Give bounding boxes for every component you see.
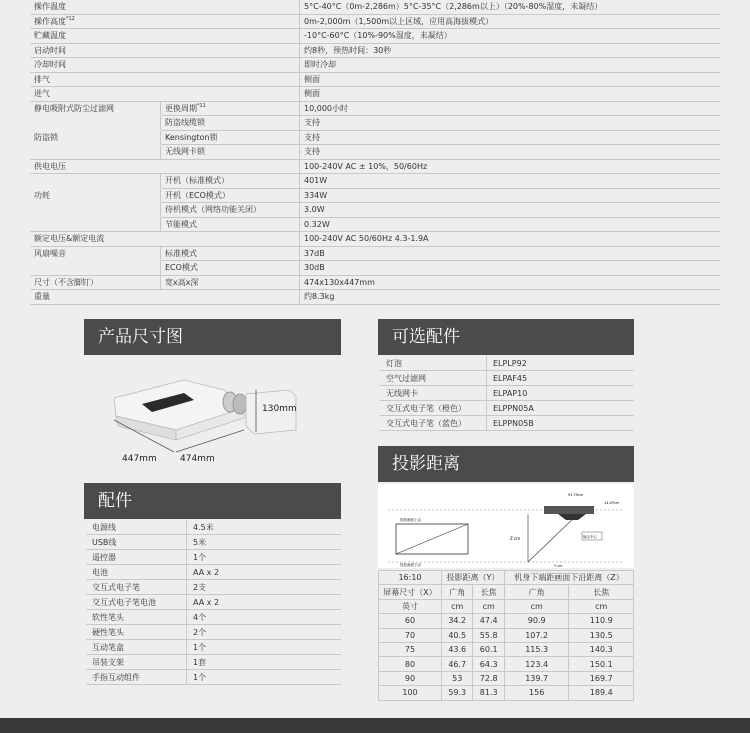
optional-model: ELPPN05A [487,401,635,416]
distance-header-row [379,585,634,599]
header-cell: 英寸 [379,599,442,613]
spec-row [30,0,720,14]
header-cell: 屏幕尺寸（X） [379,585,442,599]
spec-label: 冷却时间 [30,58,300,73]
spec-row [30,290,720,305]
distance-cell: 110.9 [569,614,634,628]
optional-table [380,356,634,431]
spec-row [30,101,720,116]
spec-value: -10°C-60°C（10%-90%湿度，未凝结） [300,29,721,44]
distance-cell: 100 [379,686,442,700]
distance-cell: 90.9 [504,614,569,628]
spec-row [30,145,720,160]
distance-cell: 72.8 [473,671,504,685]
spec-sublabel: 标准模式 [161,246,300,261]
accessory-name: 互动笔盒 [86,640,187,655]
spec-value: 即时冷却 [300,58,721,73]
accessories-panel-title: 配件 [84,483,341,519]
distance-cell: 140.3 [569,642,634,656]
spec-value: 5°C-40°C（0m-2,286m）5°C-35°C（2,286m以上）（20%-80%湿度，未凝结） [300,0,721,14]
distance-cell: 156 [504,686,569,700]
diagram-bottom-label: 投影画面下沿 [400,563,421,567]
distance-cell: 90 [379,671,442,685]
spec-label: 贮藏温度 [30,29,300,44]
spec-value: 0.32W [300,217,721,232]
spec-row [30,43,720,58]
accessory-row [86,520,341,535]
distance-cell: 70 [379,628,442,642]
accessory-qty: 5米 [187,535,342,550]
dim-height: 130mm [262,404,297,414]
distance-cell: 59.3 [442,686,473,700]
spec-value: 30dB [300,261,721,276]
spec-value: 3.0W [300,203,721,218]
spec-sublabel: 节能模式 [161,217,300,232]
spec-label: 防盗锁 [34,132,58,142]
diagram-top-label: 投影画面上沿 [400,518,421,522]
distance-row [379,657,634,671]
distance-row [379,614,634,628]
optional-row [380,416,634,431]
diagram-h-label: 14.07cm [604,501,620,505]
accessory-row [86,610,341,625]
spec-value: 支持 [300,145,721,160]
spec-value: 37dB [300,246,721,261]
spec-value: 支持 [300,130,721,145]
spec-value: 10,000小时 [300,101,721,116]
distance-cell: 60 [379,614,442,628]
spec-row [30,261,720,276]
spec-label [30,116,161,131]
spec-label: 额定电压&额定电流 [30,232,300,247]
spec-sublabel: 防盗线缆锁 [161,116,300,131]
distance-cell: 80 [379,657,442,671]
spec-table [30,0,720,305]
spec-sublabel: Kensington锁 [161,130,300,145]
spec-sublabel: 宽x高x深 [161,275,300,290]
spec-row [30,232,720,247]
distance-panel-title: 投影距离 [378,446,634,482]
spec-label: 排气 [30,72,300,87]
distance-diagram [378,484,634,568]
accessory-qty: 1个 [187,640,342,655]
distance-cell: 43.6 [442,642,473,656]
header-cell: cm [504,599,569,613]
distance-cell: 169.7 [569,671,634,685]
optional-row [380,401,634,416]
spec-row [30,14,720,29]
optional-row [380,356,634,371]
header-cell: cm [473,599,504,613]
accessory-qty: 1个 [187,550,342,565]
distance-row [379,671,634,685]
footer-bar [0,718,750,733]
optional-model: ELPAP10 [487,386,635,401]
distance-cell: 53 [442,671,473,685]
spec-row [30,174,720,189]
distance-cell: 81.3 [473,686,504,700]
accessory-row [86,655,341,670]
distance-row [379,642,634,656]
header-cell: 长焦 [473,585,504,599]
distance-cell: 130.5 [569,628,634,642]
distance-cell: 55.8 [473,628,504,642]
dim-width: 474mm [180,454,215,464]
spec-label: 尺寸（不含脚钉） [30,275,161,290]
spec-label [30,261,161,276]
spec-value: 侧面 [300,72,721,87]
spec-row [30,72,720,87]
accessory-name: 电池 [86,565,187,580]
distance-header-row [379,599,634,613]
distance-cell: 34.2 [442,614,473,628]
distance-row [379,686,634,700]
spec-label: 操作温度 [30,0,300,14]
spec-row [30,275,720,290]
spec-label: 供电电压 [30,159,300,174]
optional-name: 交互式电子笔（蓝色） [380,416,487,431]
header-cell: cm [569,599,634,613]
optional-row [380,371,634,386]
accessory-row [86,535,341,550]
spec-row [30,29,720,44]
dim-depth: 447mm [122,454,157,464]
spec-sublabel: 无线网卡锁 [161,145,300,160]
spec-value: 100-240V AC 50/60Hz 4.3-1.9A [300,232,721,247]
distance-cell: 47.4 [473,614,504,628]
accessory-name: 遥控器 [86,550,187,565]
spec-label: 风扇噪音 [34,248,66,258]
spec-row [30,87,720,102]
accessory-name: USB线 [86,535,187,550]
accessory-row [86,670,341,685]
accessory-name: 软性笔头 [86,610,187,625]
accessory-row [86,625,341,640]
accessory-name: 吊装支架 [86,655,187,670]
spec-label: 进气 [30,87,300,102]
accessory-name: 手指互动组件 [86,670,187,685]
spec-value: 0m-2,000m（1,500m以上区域，应用高海拔模式） [300,14,721,29]
spec-label: 操作高度$^{*12}$ [30,14,300,29]
spec-sublabel: 开机（标准模式） [161,174,300,189]
distance-cell: 40.5 [442,628,473,642]
accessory-row [86,595,341,610]
accessory-name: 硬性笔头 [86,625,187,640]
distance-row [379,628,634,642]
spec-label [30,203,161,218]
distance-cell: 75 [379,642,442,656]
optional-name: 灯泡 [380,356,487,371]
accessory-qty: 1个 [187,670,342,685]
spec-row [30,246,720,261]
ratio-cell: 16:10 [379,571,442,585]
spec-label [30,174,161,189]
accessory-name: 交互式电子笔电池 [86,595,187,610]
accessory-row [86,565,341,580]
optional-panel-title: 可选配件 [378,319,634,355]
accessory-name: 交互式电子笔 [86,580,187,595]
optional-model: ELPAF45 [487,371,635,386]
spec-label: 功耗 [34,190,50,200]
optional-name: 无线网卡 [380,386,487,401]
optional-name: 空气过滤网 [380,371,487,386]
diagram-z-label: Z cm [510,536,521,541]
optional-name: 交互式电子笔（橙色） [380,401,487,416]
accessories-table [86,520,341,685]
header-cell: 广角 [442,585,473,599]
spec-value: 侧面 [300,87,721,102]
header-cell: cm [442,599,473,613]
spec-label: 重量 [30,290,300,305]
header-cell: 广角 [504,585,569,599]
optional-row [380,386,634,401]
spec-value: 100-240V AC ± 10%，50/60Hz [300,159,721,174]
spec-value: 474x130x447mm [300,275,721,290]
accessory-row [86,550,341,565]
spec-sublabel: 待机模式（网络功能关闭） [161,203,300,218]
distance-cell: 150.1 [569,657,634,671]
spec-row [30,58,720,73]
spec-row [30,203,720,218]
distance-cell: 60.1 [473,642,504,656]
header-cell: 长焦 [569,585,634,599]
accessory-qty: 4个 [187,610,342,625]
accessory-qty: AA x 2 [187,565,342,580]
throw-header: 投影距离（Y） [442,571,505,585]
spec-value: 支持 [300,116,721,131]
spec-label [30,145,161,160]
distance-cell: 115.3 [504,642,569,656]
accessory-name: 电源线 [86,520,187,535]
accessory-qty: AA x 2 [187,595,342,610]
spec-value: 401W [300,174,721,189]
spec-label: 启动时间 [30,43,300,58]
distance-cell: 189.4 [569,686,634,700]
spec-row [30,116,720,131]
spec-sublabel: 更换周期$^{*11}$ [161,101,300,116]
spec-sublabel: 开机（ECO模式） [161,188,300,203]
optional-model: ELPLP92 [487,356,635,371]
accessory-qty: 2支 [187,580,342,595]
spec-row [30,217,720,232]
spec-value: 334W [300,188,721,203]
distance-cell: 139.7 [504,671,569,685]
diagram-w-label: 91.75cm [568,493,584,497]
accessory-qty: 2个 [187,625,342,640]
distance-cell: 46.7 [442,657,473,671]
spec-row [30,130,720,145]
accessory-row [86,640,341,655]
spec-sublabel: ECO模式 [161,261,300,276]
distance-header-row [379,571,634,585]
diagram-center-label: 镜头中心 [583,535,597,539]
offset-header: 机身下端距画面下沿距离（Z） [504,571,633,585]
diagram-y-label: Y cm [554,564,563,568]
accessory-row [86,580,341,595]
spec-label [30,217,161,232]
accessory-qty: 4.5米 [187,520,342,535]
distance-table [378,570,634,701]
accessory-qty: 1套 [187,655,342,670]
spec-value: 约8秒，预热时间：30秒 [300,43,721,58]
distance-cell: 123.4 [504,657,569,671]
optional-model: ELPPN05B [487,416,635,431]
distance-cell: 64.3 [473,657,504,671]
distance-cell: 107.2 [504,628,569,642]
spec-value: 约8.3kg [300,290,721,305]
spec-row [30,188,720,203]
spec-row [30,159,720,174]
size-panel-title: 产品尺寸图 [84,319,341,355]
spec-label: 静电吸附式防尘过滤网 [34,103,114,113]
